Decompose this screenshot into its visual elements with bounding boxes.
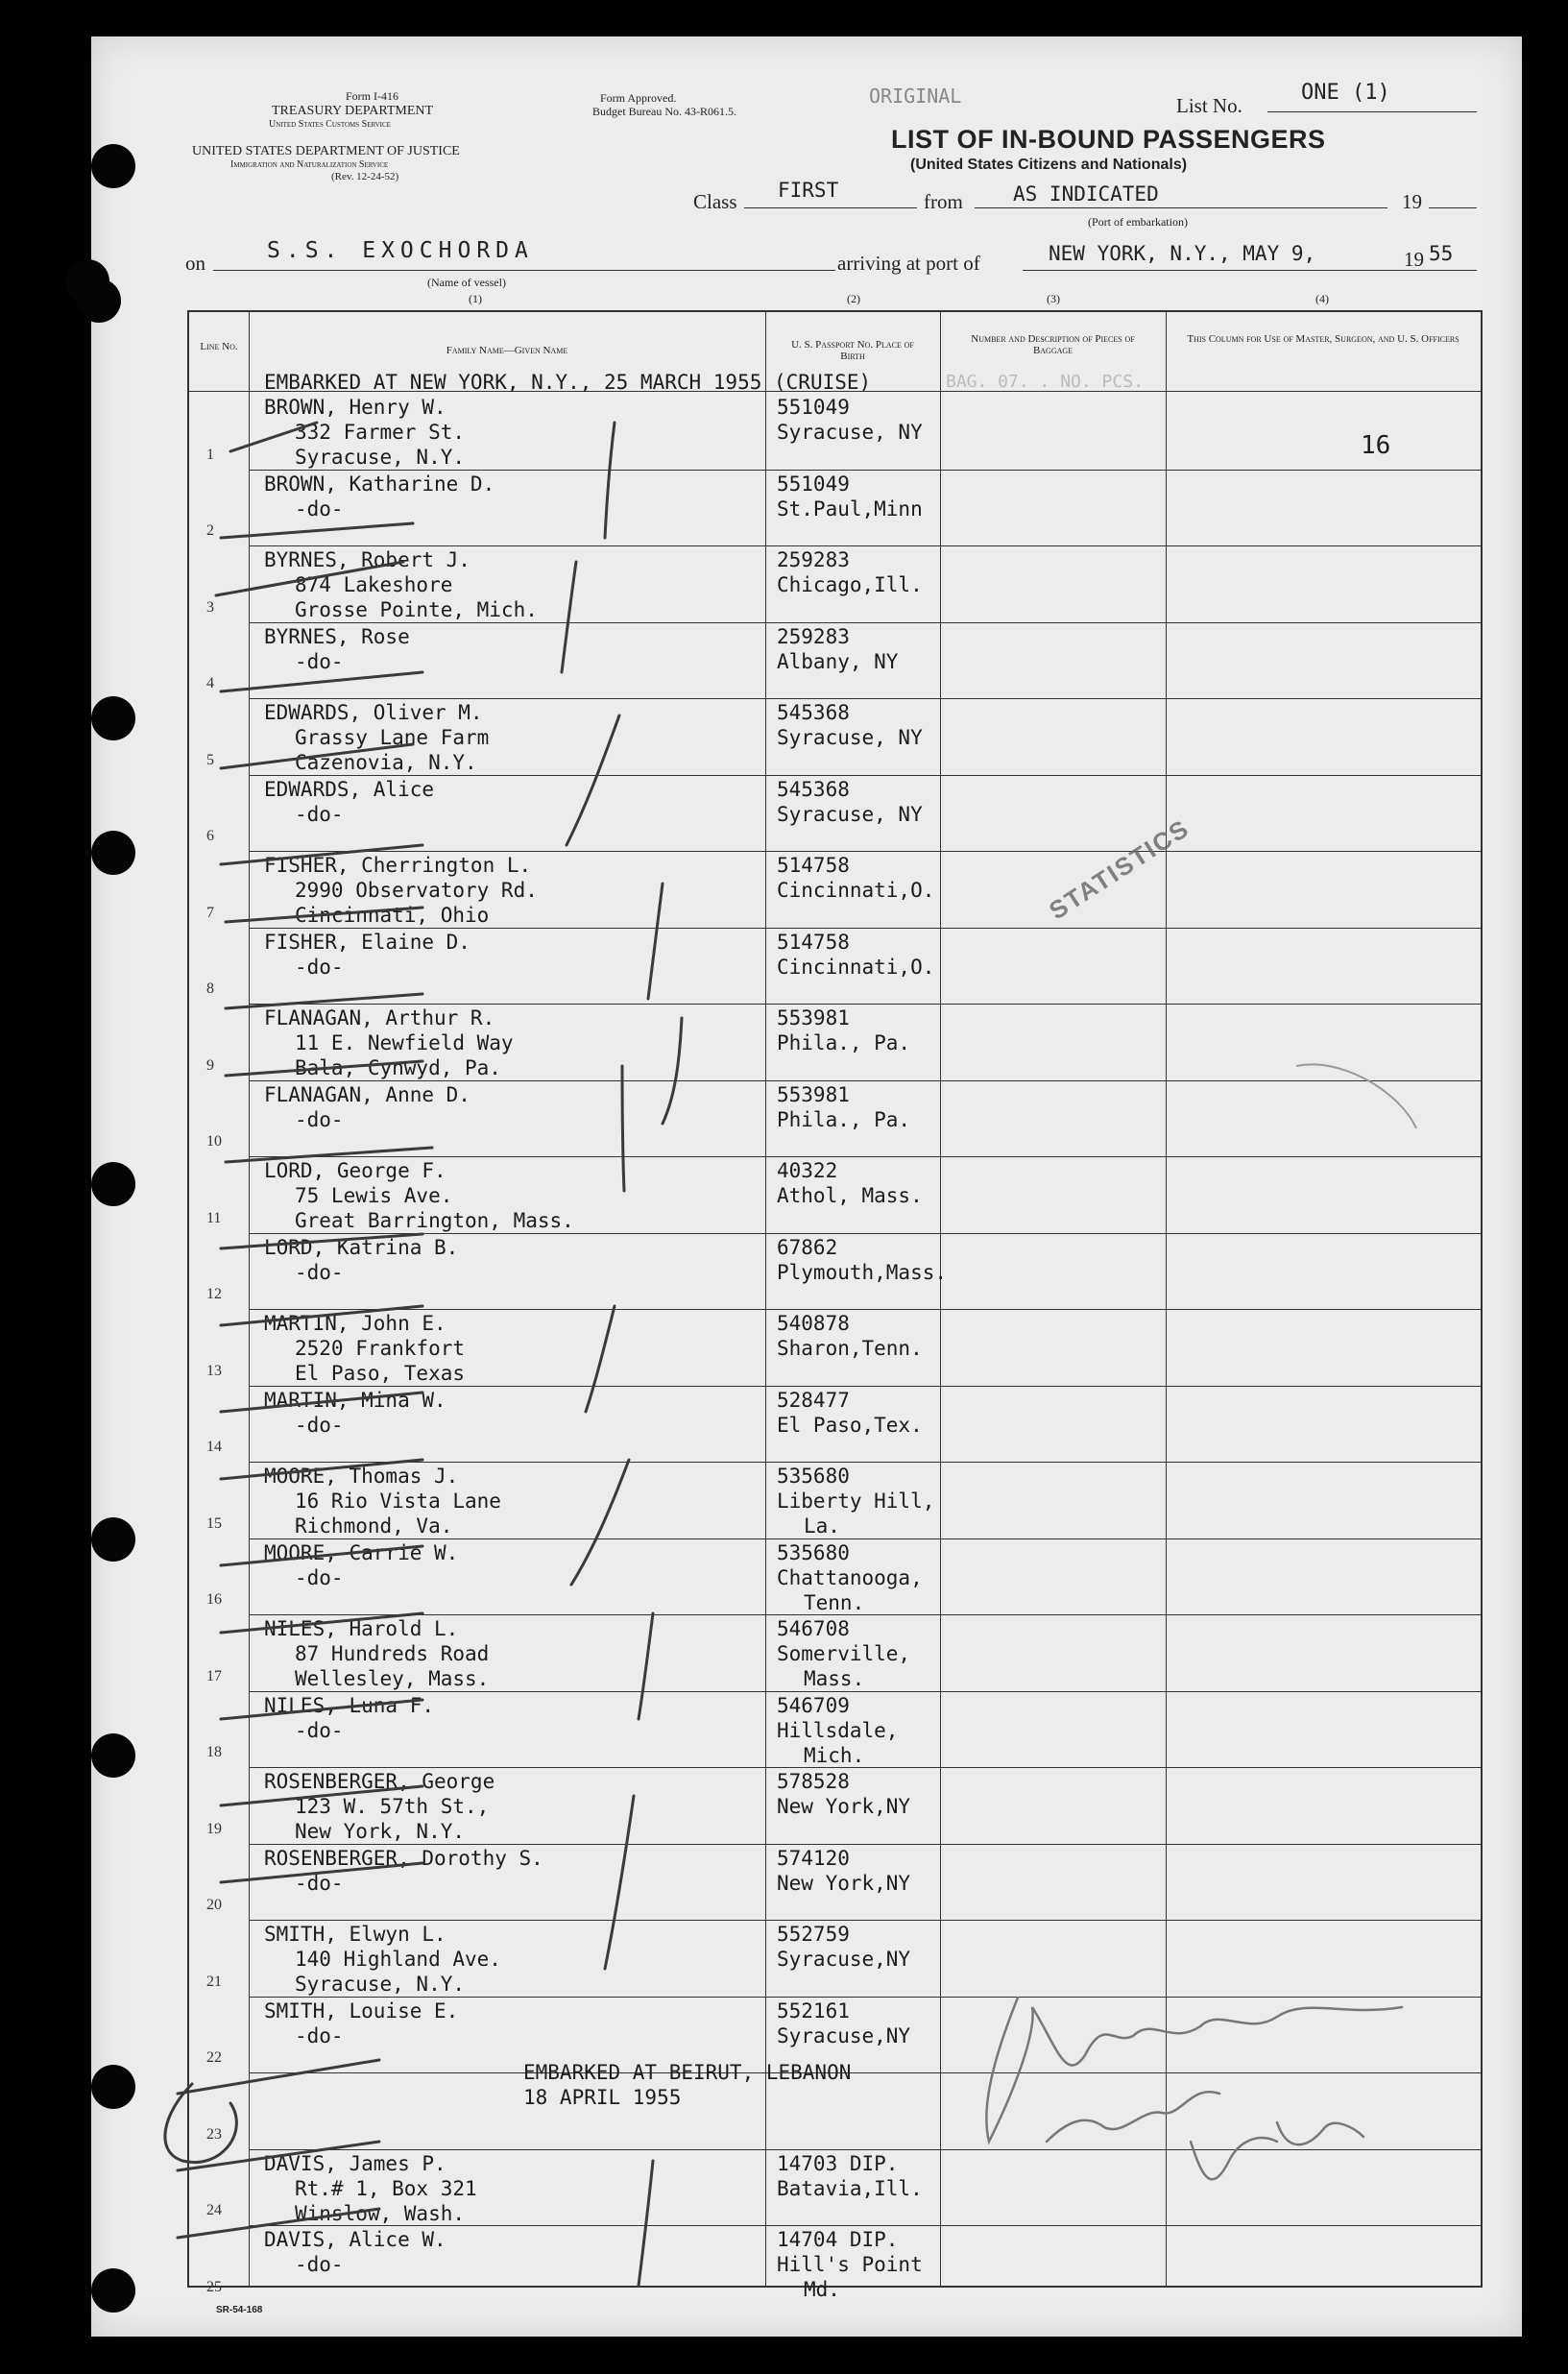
port-embark-caption: (Port of embarkation)	[1088, 215, 1188, 229]
tick-mark	[221, 845, 422, 864]
from-label: from	[924, 190, 963, 213]
inspector-signature	[986, 1998, 1402, 2179]
line-number: 12	[206, 1286, 222, 1302]
check-mark	[639, 1613, 653, 1719]
header-name: Family Name—Given Name	[249, 312, 765, 392]
line-number: 20	[206, 1897, 222, 1913]
customs-label: United States Customs Service	[269, 119, 391, 130]
passport-number: 545368	[777, 777, 850, 801]
passport-number: 259283	[777, 624, 850, 648]
treasury-label: TREASURY DEPARTMENT	[272, 104, 434, 118]
passenger-name: MARTIN, John E.	[264, 1312, 446, 1335]
stamp-arc	[1296, 1064, 1416, 1128]
line-number: 9	[206, 1056, 214, 1074]
passport-number: 551049	[777, 396, 850, 419]
tick-mark	[221, 1863, 422, 1882]
tick-mark	[178, 2060, 379, 2094]
passport-number: 546708	[777, 1617, 850, 1640]
line-number: 18	[206, 1744, 222, 1760]
place-of-birth: Syracuse, NY	[777, 802, 923, 826]
passenger-address: New York, N.Y.	[295, 1820, 466, 1843]
passenger-address: Syracuse, N.Y.	[295, 446, 466, 469]
original-label: ORIGINAL	[869, 85, 962, 108]
vessel-name: S.S. EXOCHORDA	[267, 238, 534, 263]
list-no-value: ONE (1)	[1301, 81, 1390, 105]
form-number: Form I-416	[346, 89, 398, 103]
page-title: LIST OF IN-BOUND PASSENGERS	[891, 125, 1326, 154]
line-number: 25	[206, 2278, 222, 2295]
place-of-birth: Chicago,Ill.	[777, 573, 923, 596]
page-subtitle: (United States Citizens and Nationals)	[910, 157, 1188, 173]
passenger-address: 332 Farmer St.	[295, 421, 466, 444]
passenger-name: SMITH, Louise E.	[264, 1999, 459, 2023]
place-of-birth: Syracuse, NY	[777, 726, 923, 749]
passenger-name: ROSENBERGER, Dorothy S.	[264, 1846, 543, 1870]
passport-number: 552161	[777, 1999, 850, 2023]
passenger-address: -do-	[295, 1565, 344, 1589]
passenger-address: -do-	[295, 1107, 344, 1131]
passenger-address: 2520 Frankfort	[295, 1337, 466, 1360]
line-number: 24	[206, 2202, 222, 2218]
line-number: 2	[206, 522, 214, 539]
year-prefix: 19	[1404, 248, 1424, 271]
arrival-year: 55	[1429, 242, 1454, 265]
passport-number: 67862	[777, 1235, 838, 1259]
passport-number: 528477	[777, 1388, 850, 1412]
tick-mark	[221, 1546, 422, 1565]
header-officers: This Column for Use of Master, Surgeon, and U. S. Officers	[1166, 312, 1481, 392]
passenger-name: MARTIN, Mina W.	[264, 1388, 446, 1412]
passenger-address: 2990 Observatory Rd.	[295, 879, 538, 902]
passenger-address: -do-	[295, 649, 344, 673]
passenger-name: DAVIS, Alice W.	[264, 2228, 446, 2251]
place-of-birth: New York,NY	[777, 1871, 911, 1895]
passenger-address: Winslow, Wash.	[295, 2201, 466, 2225]
place-of-birth: Athol, Mass.	[777, 1184, 923, 1207]
tick-mark	[178, 2209, 379, 2238]
check-mark	[571, 1460, 629, 1585]
passenger-name: FLANAGAN, Anne D.	[264, 1082, 470, 1106]
passenger-address: -do-	[295, 955, 344, 979]
line-number: 7	[206, 904, 214, 921]
passport-number: 540878	[777, 1312, 850, 1335]
passenger-address: 874 Lakeshore	[295, 573, 453, 596]
column-number: (2)	[847, 292, 860, 305]
passenger-address: -do-	[295, 1871, 344, 1895]
header-passport: U. S. Passport No. Place of Birth	[765, 312, 940, 392]
arriving-label: arriving at port of	[837, 252, 980, 275]
passenger-name: NILES, Luna F.	[264, 1693, 435, 1717]
passenger-name: FISHER, Elaine D.	[264, 930, 470, 954]
passenger-address: 11 E. Newfield Way	[295, 1031, 514, 1054]
passenger-address: Grassy Lane Farm	[295, 726, 490, 749]
place-of-birth: Chattanooga,	[777, 1565, 923, 1589]
tick-mark	[221, 1393, 422, 1412]
tick-mark	[221, 1306, 422, 1325]
passenger-address: 123 W. 57th St.,	[295, 1795, 490, 1818]
list-no-label: List No.	[1176, 94, 1242, 117]
passenger-address: 87 Hundreds Road	[295, 1642, 490, 1665]
line-number: 17	[206, 1667, 222, 1684]
passport-number: 546709	[777, 1693, 850, 1717]
line-number: 21	[206, 1973, 222, 1990]
form-code: SR-54-168	[216, 2305, 263, 2315]
place-of-birth: Md.	[804, 2278, 840, 2301]
place-of-birth: Sharon,Tenn.	[777, 1337, 923, 1360]
check-mark	[648, 884, 663, 999]
place-of-birth: Tenn.	[804, 1590, 865, 1614]
form-approved: Form Approved.	[600, 91, 677, 105]
embarkation-note: 18 APRIL 1955	[523, 2086, 682, 2109]
embarkation-note: EMBARKED AT NEW YORK, N.Y., 25 MARCH 1955 (CRUISE)	[264, 371, 872, 394]
check-mark	[567, 715, 619, 845]
passenger-address: 75 Lewis Ave.	[295, 1184, 453, 1207]
column-number: (1)	[469, 292, 482, 305]
check-mark	[663, 1018, 682, 1124]
budget-number: Budget Bureau No. 43-R061.5.	[592, 105, 736, 118]
line-number: 5	[206, 751, 214, 768]
passport-number: 40322	[777, 1159, 838, 1182]
passenger-address: Cincinnati, Ohio	[295, 904, 490, 927]
officer-count: 16	[1361, 431, 1391, 460]
tick-mark	[178, 2142, 379, 2170]
passport-number: 535680	[777, 1540, 850, 1564]
passenger-address: Richmond, Va.	[295, 1514, 453, 1538]
passenger-address: Bala, Cynwyd, Pa.	[295, 1056, 501, 1079]
passenger-address: -do-	[295, 2253, 344, 2276]
passport-number: 574120	[777, 1846, 850, 1870]
line-number: 14	[206, 1439, 222, 1455]
place-of-birth: St.Paul,Minn	[777, 497, 923, 521]
passenger-address: Wellesley, Mass.	[295, 1667, 490, 1690]
passenger-address: Great Barrington, Mass.	[295, 1209, 574, 1232]
line-number: 11	[206, 1209, 222, 1226]
place-of-birth: Hill's Point	[777, 2253, 923, 2276]
passenger-name: BYRNES, Robert J.	[264, 548, 470, 571]
line-number: 19	[206, 1820, 222, 1837]
column-number: (3)	[1047, 292, 1060, 305]
passenger-name: BROWN, Henry W.	[264, 396, 446, 419]
justice-label: UNITED STATES DEPARTMENT OF JUSTICE	[192, 144, 460, 158]
passenger-address: Cazenovia, N.Y.	[295, 751, 477, 774]
tick-mark	[226, 1148, 432, 1162]
line-number: 8	[206, 981, 214, 997]
tick-mark	[221, 523, 413, 538]
passenger-name: SMITH, Elwyn L.	[264, 1923, 446, 1946]
passenger-address: Syracuse, N.Y.	[295, 1973, 466, 1996]
tick-mark	[221, 672, 422, 691]
place-of-birth: Phila., Pa.	[777, 1031, 911, 1054]
vessel-caption: (Name of vessel)	[427, 276, 506, 289]
place-of-birth: New York,NY	[777, 1795, 911, 1818]
passport-number: 553981	[777, 1082, 850, 1106]
place-of-birth: Liberty Hill,	[777, 1490, 935, 1513]
passenger-name: FISHER, Cherrington L.	[264, 854, 532, 877]
place-of-birth: Syracuse, NY	[777, 421, 923, 444]
passport-number: 551049	[777, 472, 850, 496]
place-of-birth: Syracuse,NY	[777, 2023, 911, 2047]
passenger-name: NILES, Harold L.	[264, 1617, 459, 1640]
embarkation-note: EMBARKED AT BEIRUT, LEBANON	[523, 2061, 852, 2084]
place-of-birth: La.	[804, 1514, 840, 1538]
class-label: Class	[693, 190, 737, 213]
passenger-name: BYRNES, Rose	[264, 624, 410, 648]
place-of-birth: Somerville,	[777, 1642, 911, 1665]
class-value: FIRST	[778, 179, 839, 202]
passenger-address: -do-	[295, 802, 344, 826]
check-mark	[586, 1306, 615, 1412]
passenger-name: EDWARDS, Alice	[264, 777, 435, 801]
passenger-name: DAVIS, James P.	[264, 2151, 446, 2175]
line-number: 16	[206, 1591, 222, 1608]
from-value: AS INDICATED	[1013, 182, 1159, 206]
place-of-birth: Phila., Pa.	[777, 1107, 911, 1131]
year-prefix-top: 19	[1402, 190, 1422, 213]
place-of-birth: Batavia,Ill.	[777, 2176, 923, 2200]
tick-mark	[221, 1700, 422, 1719]
tick-mark	[226, 994, 422, 1008]
statistics-stamp: STATISTICS	[1044, 812, 1195, 926]
line-number: 23	[206, 2125, 222, 2143]
passenger-name: EDWARDS, Oliver M.	[264, 701, 483, 724]
passenger-address: 16 Rio Vista Lane	[295, 1490, 501, 1513]
passport-number: 514758	[777, 930, 850, 954]
tick-mark	[221, 1234, 422, 1248]
check-mark	[562, 562, 576, 672]
line-number: 1	[206, 446, 214, 463]
place-of-birth: Mich.	[804, 1743, 865, 1767]
revision-label: (Rev. 12-24-52)	[331, 171, 399, 182]
passenger-name: FLANAGAN, Arthur R.	[264, 1006, 495, 1030]
tick-mark	[226, 908, 422, 922]
passport-number: 578528	[777, 1770, 850, 1793]
header-line-no: Line No.	[189, 312, 249, 392]
place-of-birth: Syracuse,NY	[777, 1948, 911, 1971]
passenger-name: MOORE, Thomas J.	[264, 1465, 459, 1488]
ins-label: Immigration and Naturalization Service	[230, 159, 389, 170]
line-number: 22	[206, 2049, 222, 2066]
check-mark	[605, 423, 615, 538]
passport-number: 259283	[777, 548, 850, 571]
tick-mark	[226, 1061, 422, 1076]
place-of-birth: Cincinnati,O.	[777, 955, 935, 979]
place-of-birth: Albany, NY	[777, 649, 899, 673]
column-number: (4)	[1315, 292, 1329, 305]
line-number: 15	[206, 1514, 222, 1532]
line-number: 10	[206, 1133, 222, 1150]
tick-mark	[216, 562, 403, 595]
tick-mark	[230, 423, 317, 451]
passenger-name: BROWN, Katharine D.	[264, 472, 495, 496]
passenger-address: Grosse Pointe, Mich.	[295, 598, 538, 621]
line-number: 6	[206, 828, 214, 844]
passenger-name: ROSENBERGER, George	[264, 1770, 495, 1793]
line-number: 13	[206, 1362, 222, 1379]
passenger-address: -do-	[295, 497, 344, 521]
place-of-birth: Plymouth,Mass.	[777, 1260, 948, 1284]
check-mark	[605, 1796, 634, 1969]
check-mark	[639, 2161, 653, 2286]
tick-mark	[221, 1460, 422, 1479]
passenger-address: -do-	[295, 1260, 344, 1284]
place-of-birth: Mass.	[804, 1667, 865, 1690]
on-label: on	[185, 252, 205, 275]
passenger-name: LORD, George F.	[264, 1159, 446, 1182]
tick-mark	[221, 1786, 422, 1805]
passport-number: 552759	[777, 1923, 850, 1946]
passport-number: 514758	[777, 854, 850, 877]
passport-number: 553981	[777, 1006, 850, 1030]
circle-mark	[165, 2084, 236, 2163]
passport-number: 14704 DIP.	[777, 2228, 899, 2251]
passenger-name: LORD, Katrina B.	[264, 1235, 459, 1259]
header-baggage: Number and Description of Pieces of Baggage	[940, 312, 1166, 392]
arrival-port: NEW YORK, N.Y., MAY 9,	[1049, 242, 1316, 265]
tick-mark	[221, 1613, 422, 1633]
check-mark	[622, 1066, 624, 1191]
line-number: 3	[206, 598, 214, 616]
passport-number: 14703 DIP.	[777, 2151, 899, 2175]
passport-number: 545368	[777, 701, 850, 724]
passenger-address: Rt.# 1, Box 321	[295, 2176, 477, 2200]
line-number: 4	[206, 675, 214, 691]
tick-mark	[221, 744, 413, 768]
place-of-birth: Cincinnati,O.	[777, 879, 935, 902]
passenger-address: El Paso, Texas	[295, 1362, 466, 1385]
passenger-address: -do-	[295, 1413, 344, 1437]
passport-number: 535680	[777, 1465, 850, 1488]
passenger-address: -do-	[295, 1718, 344, 1742]
passenger-address: 140 Highland Ave.	[295, 1948, 501, 1971]
baggage-note: BAG. 07. . NO. PCS.	[946, 372, 1144, 392]
place-of-birth: El Paso,Tex.	[777, 1413, 923, 1437]
place-of-birth: Hillsdale,	[777, 1718, 899, 1742]
passenger-name: MOORE, Carrie W.	[264, 1540, 459, 1564]
passenger-address: -do-	[295, 2023, 344, 2047]
